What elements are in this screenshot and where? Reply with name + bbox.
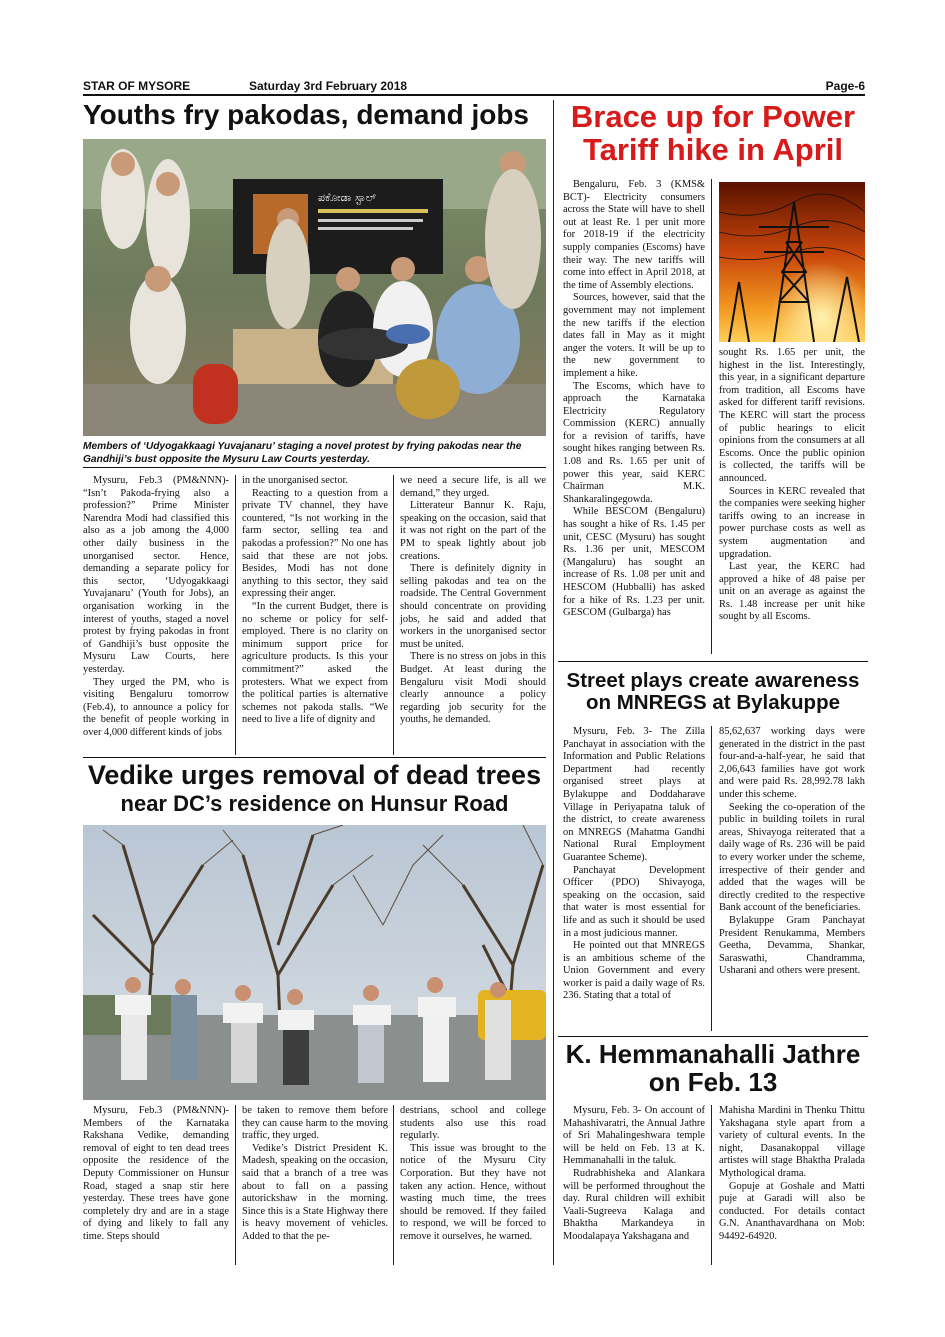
paper-name: STAR OF MYSORE — [83, 79, 191, 93]
paragraph: in the unorganised sector. — [242, 475, 349, 486]
paragraph: Mysuru, Feb.3 (PM&NNN)- “Isn’t Pakoda-frying also a profession?” Prime Minister Narendra Modi had classified this also as a job among the 4,000 other daily business in the unorganised sector. Hence, demanding a separate policy for this sector, ‘Udyogakkaagi Yuvajanaru’ (Youth for Jobs), an organisation working in the interest of youths, staged a novel protest by frying pakodas in front of Gandhiji’s bust opposite the Mysuru Law Courts, here yesterday. — [83, 475, 229, 675]
power-tower-photo — [719, 182, 865, 342]
paragraph: The Escoms, which have to approach the Karnataka Electricity Regulatory Commission (KERC) annually for a revision of tariffs, have sought hikes ranging between Rs. 1.08 and Rs. 1.65 per unit of power this year, said KERC Chairman M.K. Shankaralingegowda. — [563, 380, 705, 505]
street-column-2 — [719, 726, 865, 978]
column-divider — [393, 1105, 394, 1265]
column-divider — [711, 726, 712, 1031]
power-headline-line-2: Tariff hike in April — [582, 132, 844, 168]
paragraph: There is definitely dignity in selling pakodas and tea on the roadside. The Central Government should concentrate on providing jobs, he said and added that workers in the unorganised sector must be united. — [400, 563, 546, 650]
paragraph: There is no stress on jobs in this Budget. At least during the Bengaluru visit Modi should clearly announce a policy regarding job security for the youths, he demanded. — [400, 651, 546, 726]
paragraph: Bylakuppe Gram Panchayat President Renukamma, Members Geetha, Devamma, Shankar, Saraswathi, Chandramma, Usharani and others were present. — [719, 914, 865, 977]
pakoda-column-2 — [242, 475, 388, 727]
street-headline-line-1: Street plays create awareness — [566, 669, 860, 692]
power-column-1 — [563, 179, 705, 620]
paragraph: Bengaluru, Feb. 3 (KMS& BCT)- Electricity consumers across the State will have to shell out at least Re. 1 per unit more for 2018-19 if the electricity supply companies (Escoms) have their way. The new tariffs will come into effect in April 2018, at the time of Assembly elections. — [563, 179, 705, 291]
vedike-column-1 — [83, 1105, 229, 1244]
paragraph: Gopuje at Goshale and Matti puje at Garadi will also be conducted. For details contact G.N. Ananthavardhana on Mob: 94492-64920. — [719, 1180, 865, 1242]
paragraph: destrians, school and college students also use this road regularly. — [400, 1105, 546, 1142]
jathre-headline-line-2: on Feb. 13 — [648, 1067, 778, 1098]
page-number: Page-6 — [825, 79, 865, 93]
paragraph: “In the current Budget, there is no scheme or policy for self-employed. There is no clarity on minimum support price for agriculture products. Is this your commitment?” asked the protesters. What we expect from the political parties is alternative schemes not pakoda stalls. “We need to live a life of dignity and — [242, 600, 388, 726]
paragraph: Mysuru, Feb. 3- On account of Mahashivaratri, the Annual Jathre of Sri Mahalingeshwara temple will be held on Feb. 13 at K. Hemmanahalli in the taluk. — [563, 1105, 705, 1167]
paragraph: They urged the PM, who is visiting Bengaluru tomorrow (Feb.4), to announce a policy for the benefit of people working in over 4,000 different kinds of jobs — [83, 676, 229, 738]
column-divider — [235, 1105, 236, 1265]
jathre-headline — [558, 1040, 868, 1096]
pakoda-column-3 — [400, 475, 546, 727]
vedike-headline-line-1: Vedike urges removal of dead trees — [87, 760, 542, 790]
masthead — [83, 77, 865, 96]
pakoda-column-1 — [83, 475, 229, 739]
paragraph: Mysuru, Feb.3 (PM&NNN)- Members of the Karnataka Rakshana Vedike, demanding removal of eight to ten dead trees opposite the residence of the Deputy Commissioner on Hunsur Road, staged a snap stir here yesterday. These trees have gone completely dry and are in a stage of dying and likely to fall any time. Steps should — [83, 1105, 229, 1242]
paragraph: Rudrabhisheka and Alankara will be performed throughout the day. Rural children will exhibit Vaali-Sugreeva Kalaga and Bhaktha Markandeya in Moodalapaya Yakshagana and — [563, 1167, 705, 1242]
column-divider — [393, 475, 394, 755]
paragraph: Last year, the KERC had approved a hike of 48 paise per unit on an average as against the Rs. 1.48 increase per unit hike sought by all Escoms. — [719, 561, 865, 623]
section-rule — [558, 1036, 868, 1037]
paragraph: 85,62,637 working days were generated in the district in the past four-and-a-half-year, he said that 2,06,643 families have got work and were paid Rs. 28,992.78 lakh under this scheme. — [719, 726, 865, 800]
paragraph: Litterateur Bannur K. Raju, speaking on the occasion, said that it was not right on the part of the PM to speak lightly about job creations. — [400, 500, 546, 562]
pakoda-photo-caption: Members of ‘Udyogakkaagi Yuvajanaru’ staging a novel protest by frying pakodas near the Gandhiji’s bust opposite the Mysuru Law Courts yesterday. — [83, 441, 546, 468]
column-divider — [235, 475, 236, 755]
pakoda-protest-photo — [83, 139, 546, 436]
jathre-headline-line-1: K. Hemmanahalli Jathre — [565, 1039, 861, 1069]
paragraph: This issue was brought to the notice of the Mysuru City Corporation. But they have not taken any action. Hence, without wasting much time, the trees should be removed. If they failed to respond, we will be forced to remove it ourselves, he warned. — [400, 1142, 546, 1242]
jathre-column-1 — [563, 1105, 705, 1244]
paragraph: Mysuru, Feb. 3- The Zilla Panchayat in association with the Information and Public Relations Department had recently organised street plays at Bylakuppe and Doddaharave Village in Periyapatna taluk of the district, to create awareness on MNREGS (Mahatma Gandhi National Rural Employment Guarantee Scheme). — [563, 726, 705, 863]
vedike-headline — [83, 761, 546, 816]
paragraph: Sources, however, said that the government may not implement the new tariffs if the election dates fall in May as it might anger the voters. It will be up to the new government to implement a hike. — [563, 292, 705, 379]
column-divider — [711, 1105, 712, 1265]
pakoda-headline: Youths fry pakodas, demand jobs — [83, 99, 530, 130]
paragraph: While BESCOM (Bengaluru) has sought a hike of Rs. 1.45 per unit, CESC (Mysuru) has sought Rs. 1.36 per unit, MESCOM (Mangaluru) has sought an increase of Rs. 1.08 per unit and HESCOM (Hubballi) has asked for a hike of Rs. 1.23 per unit. GESCOM (Gulbarga) has — [563, 506, 705, 619]
paragraph: sought Rs. 1.65 per unit, the highest in the list. Interestingly, this year, in a significant departure from tradition, all Escoms have asked for different tariff revisions. The KERC will start the process of public hearings to elicit opinions from the consumers at all Escoms. Once the public opinion is collected, the tariffs will be announced. — [719, 347, 865, 484]
power-headline-line-1: Brace up for Power — [570, 99, 856, 134]
paragraph: Mahisha Mardini in Thenku Thittu Yakshagana style apart from a variety of cultural events. In the night, Dasanakoppal village artistes will stage Bhaktha Pralada Mythological drama. — [719, 1105, 865, 1179]
section-rule — [558, 661, 868, 662]
paragraph: be taken to remove them before they can cause harm to the moving traffic, they urged. — [242, 1105, 388, 1142]
paragraph: Seeking the co-operation of the public in building toilets in rural areas, Shivayoga reiterated that a daily wage of Rs. 236 will be paid to every worker under the scheme, irrespective of their gender and added that the wages will be directly credited to the respective Bank account of the beneficiaries. — [719, 801, 865, 914]
paragraph: we need a secure life, is all we demand,” they urged. — [400, 475, 546, 499]
page-divider — [553, 100, 554, 1265]
issue-date: Saturday 3rd February 2018 — [249, 79, 408, 93]
jathre-column-2 — [719, 1105, 865, 1244]
vedike-column-3 — [400, 1105, 546, 1244]
power-headline — [558, 100, 868, 167]
vedike-column-2 — [242, 1105, 388, 1244]
banner-text: ಪಕೋಡಾ ಸ್ಟಾಲ್ — [318, 191, 377, 204]
vedike-protest-photo — [83, 825, 546, 1100]
street-headline-line-2: on MNREGS at Bylakuppe — [585, 691, 840, 715]
paragraph: Vedike’s District President K. Madesh, speaking on the occasion, said that a branch of a tree was about to fall on a passing autorickshaw in the morning. Since this is a State Highway there is heavy movement of vehicles. Added to that the pe- — [242, 1142, 388, 1242]
paragraph: He pointed out that MNREGS is an ambitious scheme of the Union Government and every worker is paid a daily wage of Rs. 236. Stating that a total of — [563, 940, 705, 1002]
paragraph: Panchayat Development Officer (PDO) Shivayoga, speaking on the occasion, said that water is most essential for life and as such it should be used in a most judicious manner. — [563, 864, 705, 939]
paragraph: Sources in KERC revealed that the companies were seeking higher tariffs owing to an increase in power purchase costs as well as system augmentation and upgradation. — [719, 485, 865, 560]
column-divider — [711, 179, 712, 654]
vedike-headline-line-2: near DC’s residence on Hunsur Road — [120, 791, 509, 817]
paragraph: Reacting to a question from a private TV channel, they have countered, “Is not working in the farm sector, selling tea and pakodas a profession?” No one has said that these are not jobs. Besides, Modi has not done anything to this sector, they said expressing their anger. — [242, 487, 388, 600]
street-headline — [558, 670, 868, 714]
power-column-2 — [719, 347, 865, 624]
street-column-1 — [563, 726, 705, 1003]
section-rule — [83, 757, 546, 758]
